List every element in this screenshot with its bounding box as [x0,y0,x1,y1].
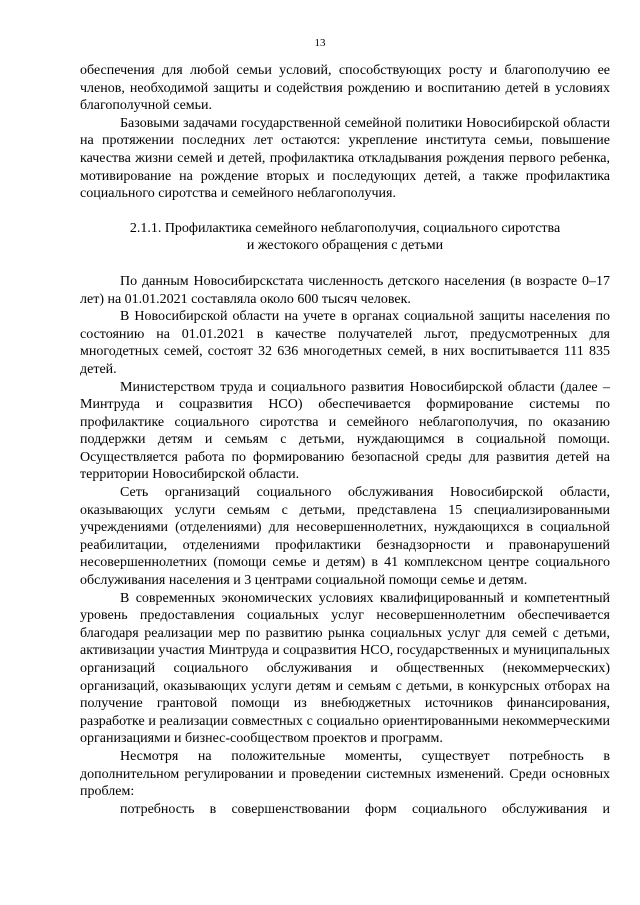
document-body [80,62,610,818]
paragraph-continuation: обеспечения для любой семьи условий, способствующих росту и благополучию ее членов, необходимой защиты и содействия рождению и воспитанию детей в условиях благополучной семьи. [80,63,610,114]
paragraph-child-population: По данным Новосибирскстата численность детского населения (в возрасте 0–17 лет) на 01.01.2021 составляла около 600 тысяч человек. [80,273,610,307]
paragraph-service-network: Сеть организаций социального обслуживания Новосибирской области, оказывающих услуги семьям с детьми, представлена 15 специализированными учреждениями (отделениями) для несовершеннолетних, нуждающихся в социальной реабилитации, отделениями профилактики безнадзорности и правонарушений несовершеннолетних (помощи семье и детям) в 41 комплексном центре социального обслуживания населения и 3 центрами социальной помощи семье и детям. [80,485,610,589]
page-number: 13 [314,37,326,49]
section-heading [80,220,610,255]
paragraph-problems-intro: Несмотря на положительные моменты, существует потребность в дополнительном регулировании и проведении системных изменений. Среди основных проблем: [80,748,610,800]
paragraph-basic-tasks: Базовыми задачами государственной семейной политики Новосибирской области на протяжении последних лет остаются: укрепление института семьи, повышение качества жизни семей и детей, профилактика откладывания рождения первого ребенка, мотивирование на рождение вторых и последующих детей, а также профилактика социального сиротства и семейного неблагополучия. [80,115,610,202]
section-heading-line-1: 2.1.1. Профилактика семейного неблагополучия, социального сиротства [129,220,561,236]
paragraph-ministry: Министерством труда и социального развития Новосибирской области (далее – Минтруда и соцразвития НСО) обеспечивается формирование системы по профилактике социального сиротства и семейного неблагополучия, по оказанию поддержки детям и семьям с детьми, нуждающимся в социальной помощи. Осуществляется работа по формированию безопасной среды для развития детей на территории Новосибирской области. [80,379,610,483]
paragraph-large-families: В Новосибирской области на учете в органах социальной защиты населения по состоянию на 01.01.2021 в качестве получателей льгот, предусмотренных для многодетных семей, состоят 32 636 многодетных семей, в них воспитывается 111 835 детей. [80,309,610,377]
paragraph-economic-conditions: В современных экономических условиях квалифицированный и компетентный уровень предоставления социальных услуг несовершеннолетним обеспечивается благодаря реализации мер по развитию рынка социальных услуг для семей с детьми, активизации участия Минтруда и соцразвития НСО, государственных и муниципальных организаций социального обслуживания и общественных (некоммерческих) организаций, оказывающих услуги детям и семьям с детьми, в конкурсных отборах на получение грантовой помощи из внебюджетных источников финансирования, разработке и реализации совместных с социально ориентированными некоммерческими организациями и бизнес-сообществом проектов и программ. [80,590,610,747]
paragraph-problem-item: потребность в совершенствовании форм социального обслуживания и [120,801,610,817]
section-heading-line-2: и жестокого обращения с детьми [246,238,444,254]
